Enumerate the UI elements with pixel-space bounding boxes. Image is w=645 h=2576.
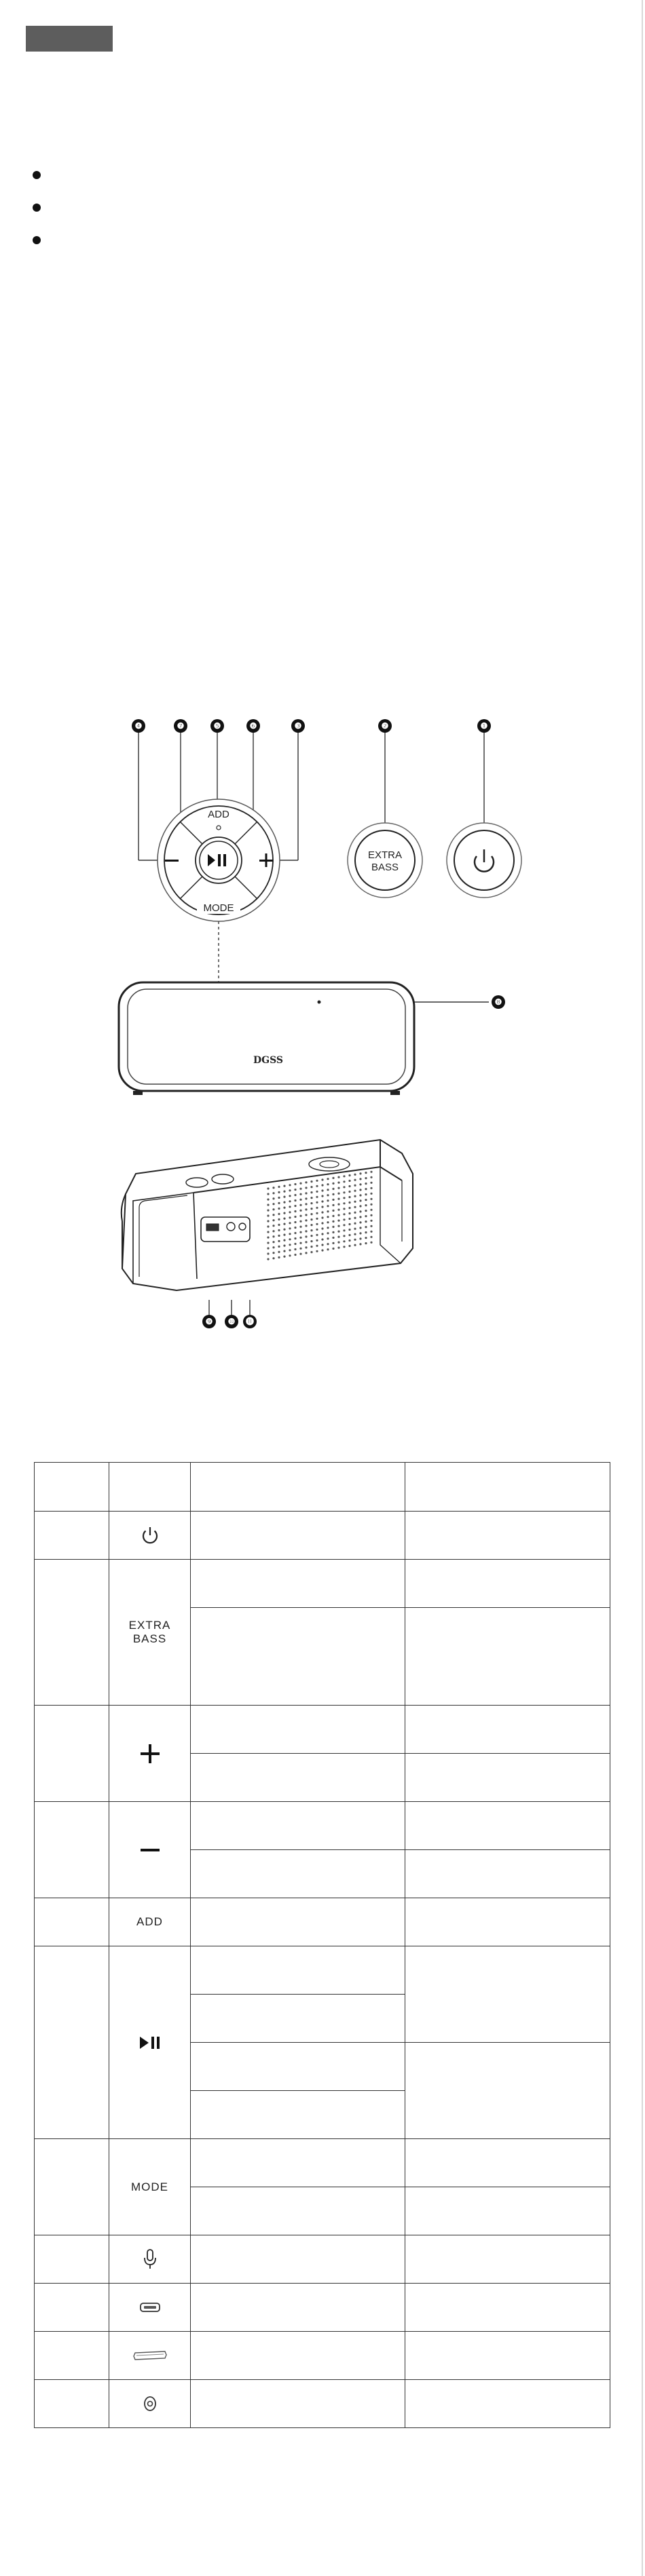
table-cell	[35, 1706, 109, 1802]
callout-3: ❸	[291, 719, 305, 733]
table-cell	[109, 2284, 191, 2332]
table-cell	[109, 1512, 191, 1560]
add-label: ADD	[208, 809, 229, 820]
table-row	[35, 1898, 610, 1946]
aux-jack-icon	[142, 2394, 158, 2413]
table-row	[35, 2139, 610, 2187]
list-bullet	[33, 204, 41, 212]
table-cell	[109, 1560, 191, 1706]
table-cell	[405, 1754, 610, 1802]
function-table	[34, 1462, 610, 2428]
table-row	[35, 2332, 610, 2380]
table-cell	[405, 1946, 610, 2043]
table-cell	[109, 2139, 191, 2235]
table-cell	[109, 1706, 191, 1802]
callout-10: ❿	[225, 1315, 238, 1328]
table-cell	[109, 1898, 191, 1946]
callout-8: ❽	[492, 995, 505, 1009]
power-icon	[139, 1524, 161, 1546]
table-cell	[405, 2187, 610, 2235]
table-cell	[191, 1512, 405, 1560]
callout-2: ❷	[378, 719, 392, 733]
extra-bass-label-1: EXTRA	[367, 849, 403, 861]
table-cell	[35, 2332, 109, 2380]
table-cell	[191, 1706, 405, 1754]
callout-11: ⓫	[243, 1315, 257, 1328]
table-cell	[191, 2332, 405, 2380]
table-cell	[109, 1946, 191, 2139]
table-cell	[191, 2380, 405, 2428]
table-cell	[109, 2332, 191, 2380]
mode-label: MODE	[203, 902, 234, 914]
table-cell	[405, 1898, 610, 1946]
product-diagram	[0, 706, 645, 1357]
table-row	[35, 1802, 610, 1850]
list-bullet	[33, 236, 41, 244]
table-cell	[35, 2380, 109, 2428]
speaker-front-view	[119, 982, 414, 1095]
table-cell	[191, 2284, 405, 2332]
table-cell	[35, 2235, 109, 2284]
callout-6: ❻	[246, 719, 260, 733]
table-cell	[405, 2139, 610, 2187]
callout-4: ❹	[132, 719, 145, 733]
table-cell	[405, 2284, 610, 2332]
callout-1: ❶	[477, 719, 491, 733]
section-header-tab	[26, 26, 113, 52]
table-cell	[191, 1995, 405, 2043]
table-cell	[191, 1802, 405, 1850]
mode-label: MODE	[131, 2180, 168, 2193]
table-cell	[35, 1946, 109, 2139]
add-label: ADD	[136, 1915, 163, 1928]
table-cell	[405, 1560, 610, 1608]
power-button	[447, 823, 521, 898]
speaker-logo: DGSS	[253, 1055, 284, 1066]
callout-7: ❼	[174, 719, 187, 733]
table-cell	[35, 1463, 109, 1512]
callout-9: ❾	[202, 1315, 216, 1328]
table-cell	[191, 2187, 405, 2235]
table-row	[35, 2235, 610, 2284]
extra-bass-label-2: BASS	[371, 862, 399, 873]
aux-cable-icon	[131, 2348, 169, 2363]
table-cell	[191, 1946, 405, 1995]
table-row	[35, 2284, 610, 2332]
table-cell	[405, 2043, 610, 2139]
usb-port-icon	[139, 2300, 162, 2315]
table-cell	[109, 2235, 191, 2284]
table-cell	[35, 1898, 109, 1946]
table-cell	[405, 1850, 610, 1898]
play-pause-icon	[138, 2035, 162, 2051]
table-cell	[191, 2139, 405, 2187]
table-cell	[35, 1560, 109, 1706]
table-cell	[405, 2235, 610, 2284]
table-row	[35, 2380, 610, 2428]
table-cell	[405, 1608, 610, 1706]
list-bullet	[33, 171, 41, 179]
table-cell	[191, 2235, 405, 2284]
plus-icon	[139, 1742, 162, 1765]
table-cell	[191, 2091, 405, 2139]
table-row	[35, 1560, 610, 1608]
table-cell	[405, 1802, 610, 1850]
table-cell	[405, 2380, 610, 2428]
speaker-illustration	[0, 706, 645, 1357]
table-row	[35, 1706, 610, 1754]
minus-icon	[139, 1839, 162, 1862]
table-cell	[109, 1802, 191, 1898]
table-cell	[191, 1560, 405, 1608]
table-cell	[35, 2139, 109, 2235]
extra-bass-label-line2: BASS	[132, 1632, 167, 1645]
table-cell	[191, 1463, 405, 1512]
table-cell	[191, 1898, 405, 1946]
table-cell	[35, 1512, 109, 1560]
table-cell	[191, 1608, 405, 1706]
table-cell	[35, 2284, 109, 2332]
table-cell	[191, 1754, 405, 1802]
table-cell	[109, 1463, 191, 1512]
table-cell	[405, 1706, 610, 1754]
microphone-icon	[142, 2248, 158, 2271]
table-cell	[191, 2043, 405, 2091]
table-cell	[405, 1463, 610, 1512]
callout-5: ❺	[210, 719, 224, 733]
table-cell	[109, 2380, 191, 2428]
speaker-side-view	[122, 1140, 413, 1290]
table-cell	[191, 1850, 405, 1898]
extra-bass-label-line1: EXTRA	[128, 1619, 171, 1632]
table-row	[35, 1512, 610, 1560]
table-cell	[35, 1802, 109, 1898]
table-cell	[405, 2332, 610, 2380]
table-cell	[405, 1512, 610, 1560]
table-header-row	[35, 1463, 610, 1512]
table-row	[35, 1946, 610, 1995]
